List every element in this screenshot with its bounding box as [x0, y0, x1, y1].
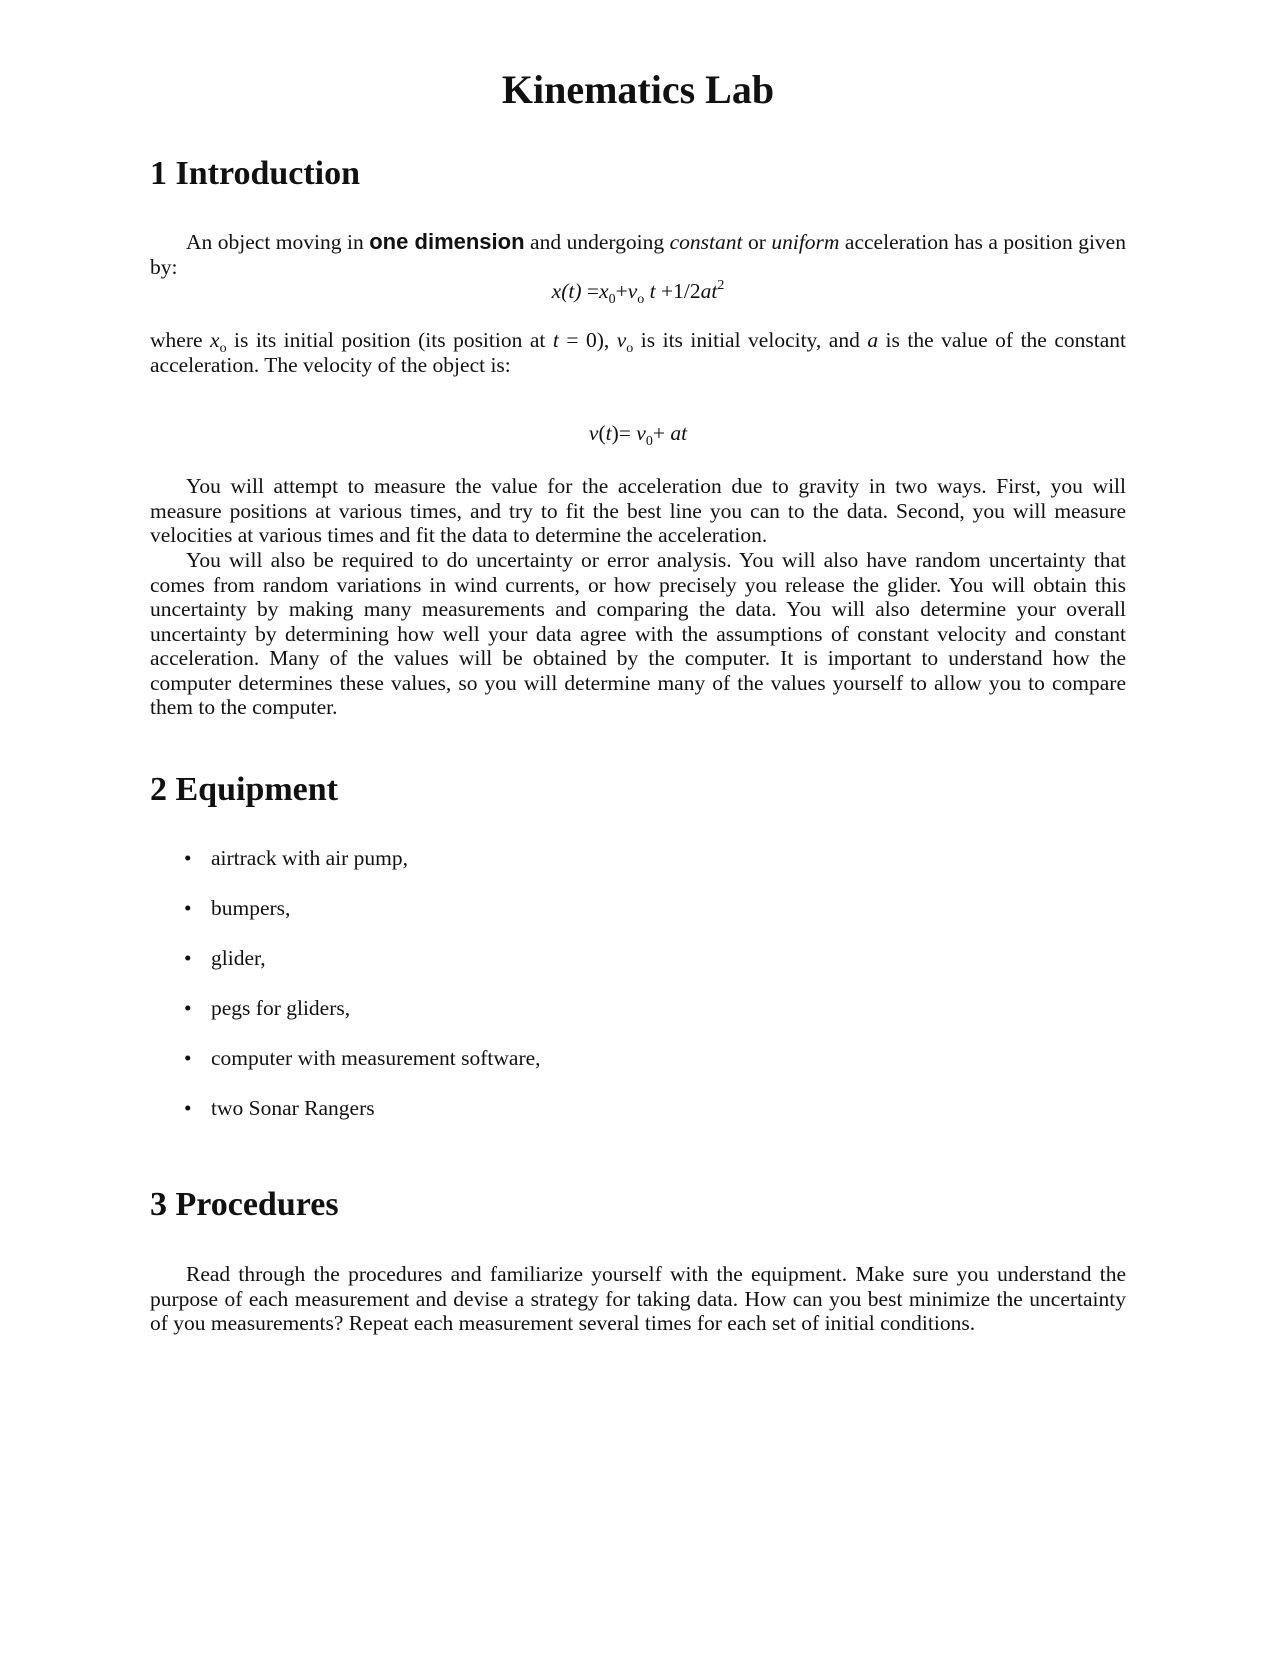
heading-introduction: 1 Introduction — [150, 155, 361, 192]
bullet-icon: • — [184, 896, 192, 920]
equipment-list — [150, 845, 541, 1145]
intro-paragraph-4: You will also be required to do uncertainty or error analysis. You will also have random uncertainty that comes from random variations in wind currents, or how precisely you release the glider. You will obtain this uncertainty by making many measurements and comparing the data. You will also determine your overall uncertainty by determining how well your data agree with the assumptions of constant velocity and constant acceleration. Many of the values will be obtained by the computer. It is important to understand how the computer determines these values, so you will determine many of the values yourself to allow you to compare them to the computer. — [150, 548, 1126, 719]
bullet-icon: • — [184, 996, 192, 1020]
intro-paragraph-3: You will attempt to measure the value for the acceleration due to gravity in two ways. First, you will measure positions at various times, and try to fit the best line you can to the data. Second, you will measure velocities at various times and fit the data to determine the acceleration. — [150, 474, 1126, 547]
heading-procedures: 3 Procedures — [150, 1186, 339, 1223]
list-item: • airtrack with air pump, — [184, 846, 409, 870]
list-item: • bumpers, — [184, 896, 291, 920]
bullet-icon: • — [184, 946, 192, 970]
list-item: • glider, — [184, 946, 266, 970]
procedures-paragraph-1: Read through the procedures and familiarize yourself with the equipment. Make sure you understand the purpose of each measurement and devise a strategy for taking data. How can you best minimize the uncertainty of you measurements? Repeat each measurement several times for each set of initial conditions. — [150, 1262, 1126, 1335]
document-title: Kinematics Lab — [501, 67, 775, 112]
position-equation: $x(t) =x_0+v_o$ $t +1/2at^2$ — [551, 278, 725, 307]
heading-equipment: 2 Equipment — [150, 771, 338, 808]
list-item: • two Sonar Rangers — [184, 1096, 375, 1120]
intro-paragraph-2: where $x_o$ is its initial position (its position at t = 0), $v_o$ is its initial velocity, and a is the value of the constant acceleration. The velocity of the object is: — [150, 328, 1126, 377]
list-item: • pegs for gliders, — [184, 996, 351, 1020]
list-item: • computer with measurement software, — [184, 1046, 541, 1070]
bullet-icon: • — [184, 1096, 192, 1120]
bullet-icon: • — [184, 1046, 192, 1070]
bullet-icon: • — [184, 846, 192, 870]
velocity-equation: $v(t)= v_0+$ at — [588, 421, 688, 449]
intro-paragraph-1: An object moving in one dimension and undergoing constant or uniform acceleration has a position given by: — [150, 229, 1126, 279]
